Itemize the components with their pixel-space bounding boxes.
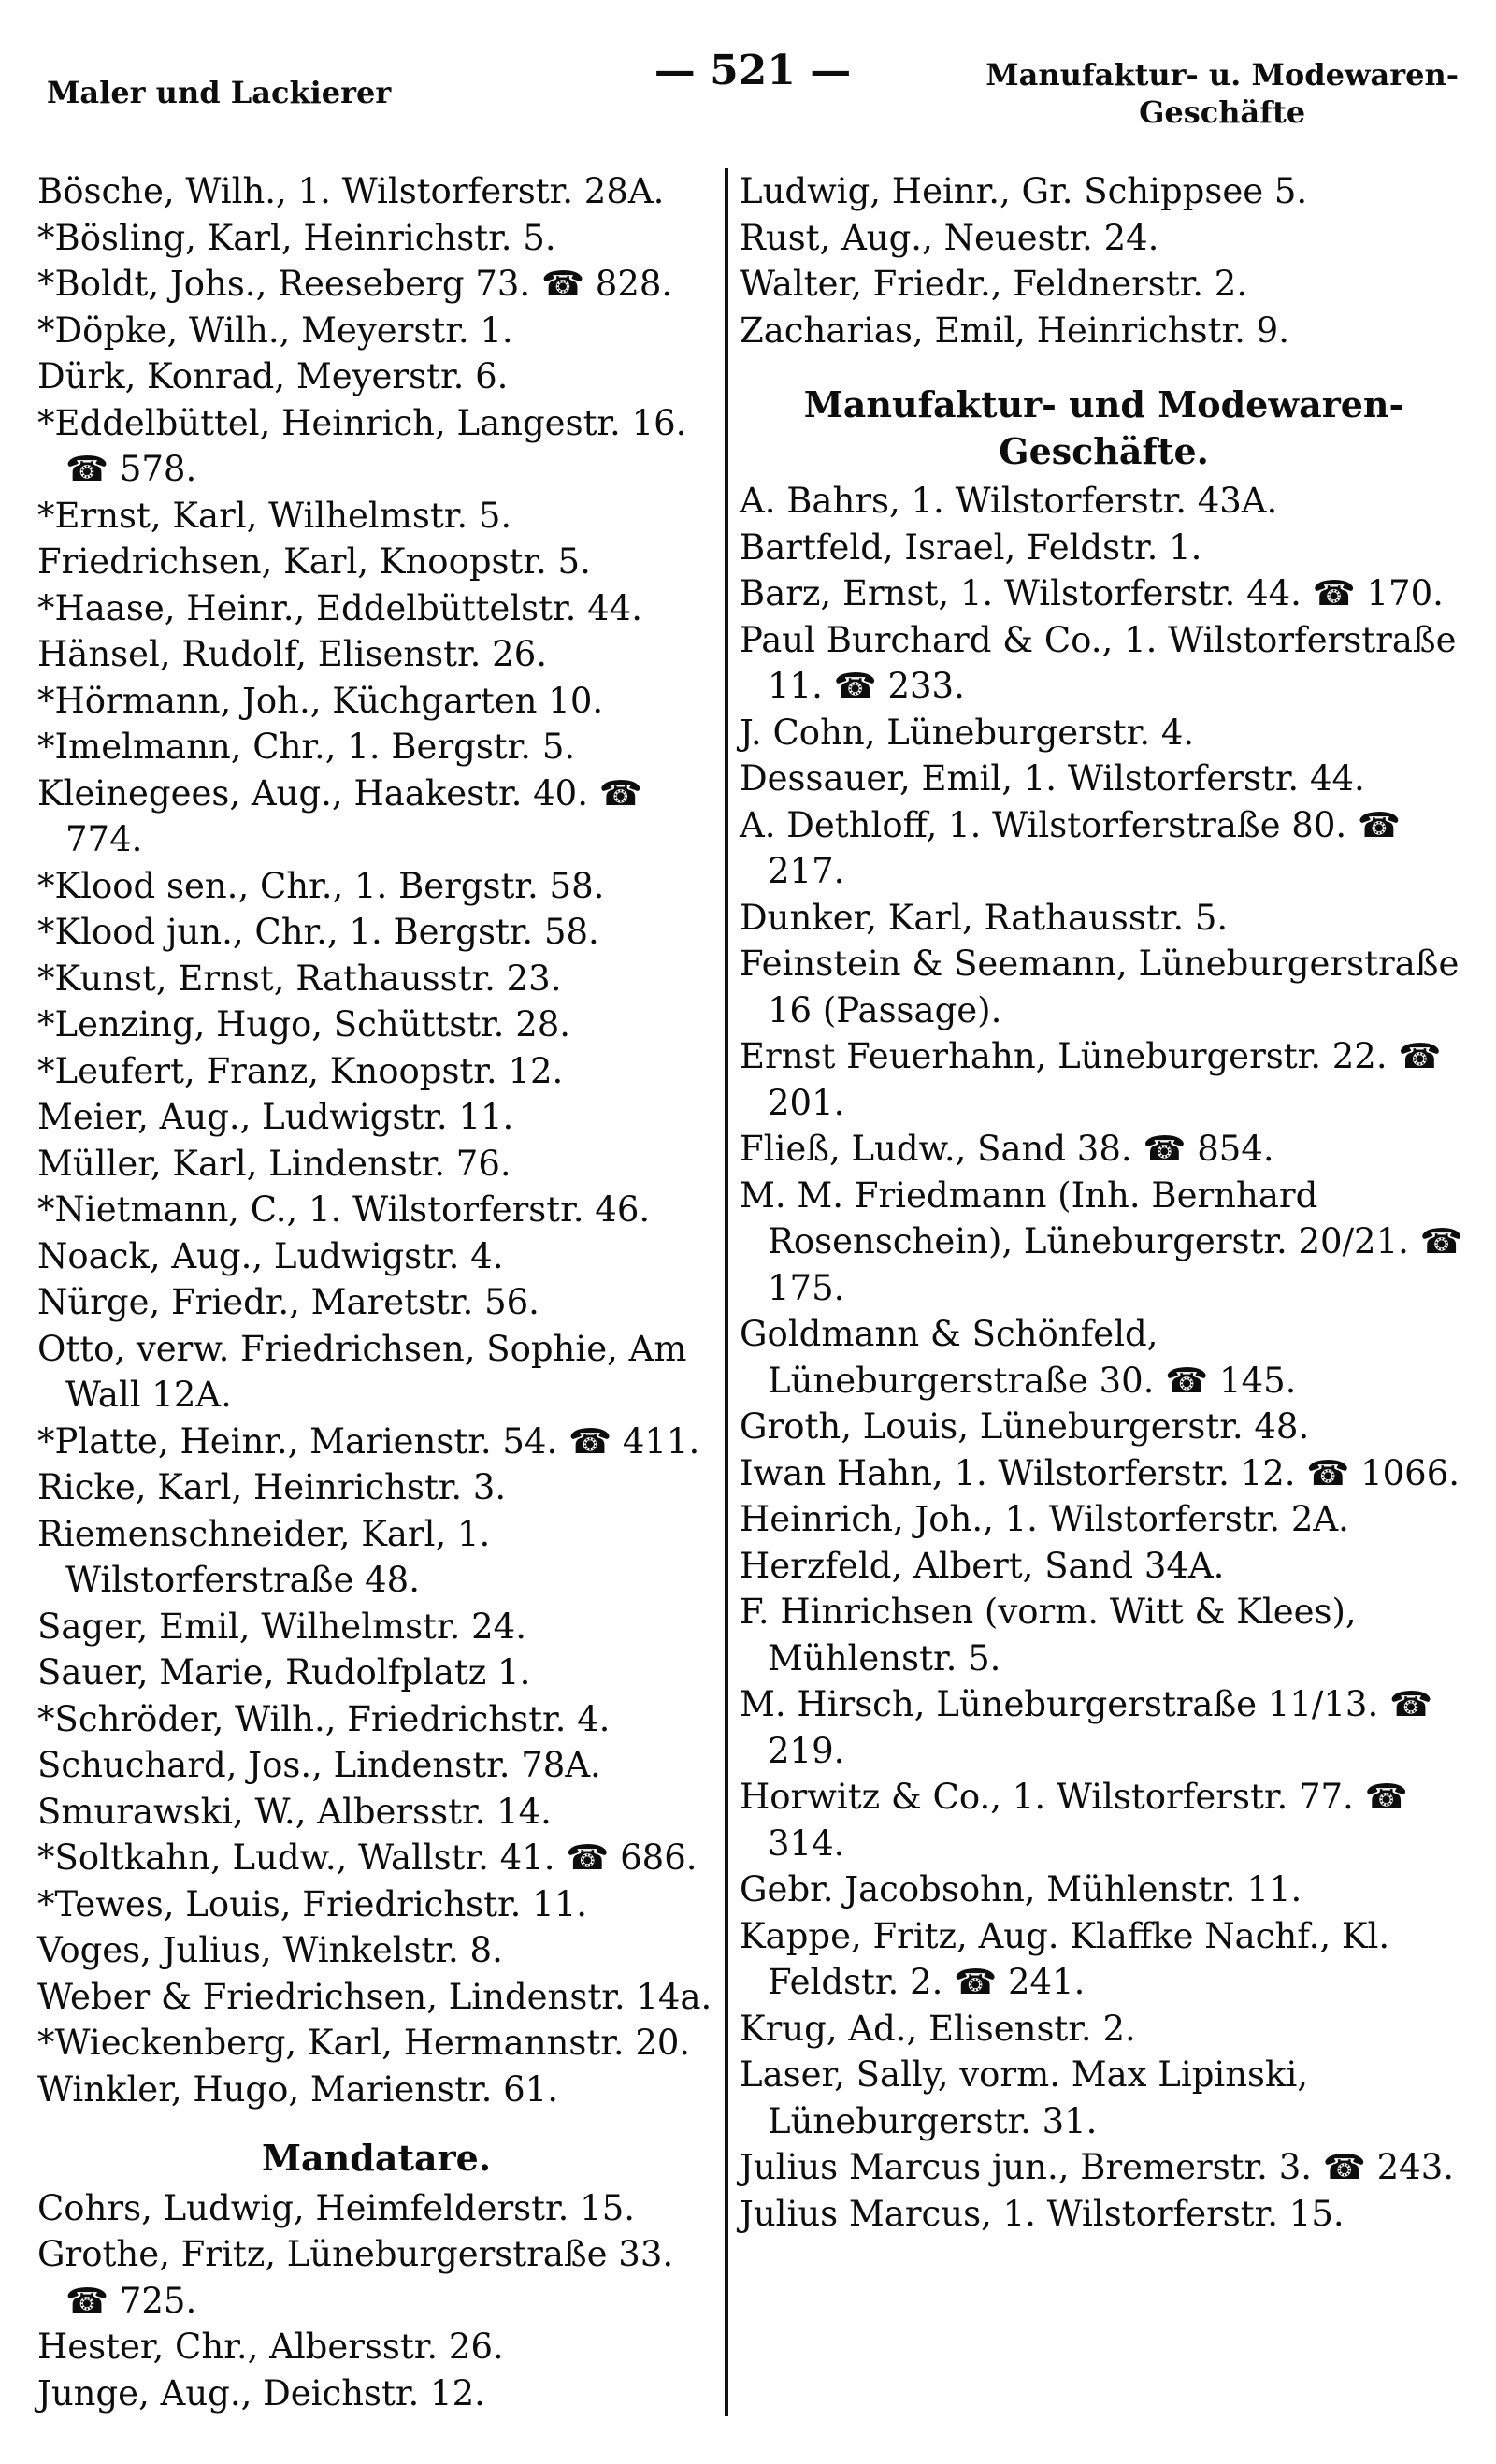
directory-entry: Noack, Aug., Ludwigstr. 4. xyxy=(37,1235,504,1276)
directory-entry: *Leufert, Franz, Knoopstr. 12. xyxy=(37,1050,564,1091)
directory-entry: Zacharias, Emil, Heinrichstr. 9. xyxy=(740,310,1289,351)
directory-entry: *Bösling, Karl, Heinrichstr. 5. xyxy=(37,217,556,258)
mandatare-entry-list xyxy=(37,2185,715,2417)
section-heading-line2: Geschäfte. xyxy=(999,429,1209,472)
directory-entry: Bartfeld, Israel, Feldstr. 1. xyxy=(740,526,1202,568)
header-left-title: Maler und Lackierer xyxy=(47,75,392,110)
directory-entry: Feinstein & Seemann, Lüneburgerstraße 16 (Passage). xyxy=(740,944,1460,1030)
directory-entry: Müller, Karl, Lindenstr. 76. xyxy=(37,1143,511,1184)
directory-entry: F. Hinrichsen (vorm. Witt & Klees), Mühlenstr. 5. xyxy=(740,1592,1357,1679)
directory-entry: Meier, Aug., Ludwigstr. 11. xyxy=(37,1097,514,1137)
directory-entry: Voges, Julius, Winkelstr. 8. xyxy=(37,1930,503,1970)
directory-entry: Krug, Ad., Elisenstr. 2. xyxy=(740,2008,1136,2049)
directory-entry: *Döpke, Wilh., Meyerstr. 1. xyxy=(37,310,513,351)
directory-entry: M. M. Friedmann (Inh. Bernhard Rosenschein), Lüneburgerstr. 20/21. ☎ 175. xyxy=(740,1174,1463,1308)
directory-entry: Kleinegees, Aug., Haakestr. 40. ☎ 774. xyxy=(37,772,642,859)
directory-entry: *Platte, Heinr., Marienstr. 54. ☎ 411. xyxy=(37,1420,700,1462)
directory-entry: Laser, Sally, vorm. Max Lipinski, Lüneburgerstr. 31. xyxy=(740,2054,1309,2141)
directory-entry: *Klood jun., Chr., 1. Bergstr. 58. xyxy=(37,912,599,952)
directory-entry: Hänsel, Rudolf, Elisenstr. 26. xyxy=(37,634,548,674)
directory-entry: *Ernst, Karl, Wilhelmstr. 5. xyxy=(37,495,512,536)
directory-entry: Hester, Chr., Albersstr. 26. xyxy=(37,2327,504,2367)
directory-entry: *Kunst, Ernst, Rathausstr. 23. xyxy=(37,958,562,999)
directory-entry: *Klood sen., Chr., 1. Bergstr. 58. xyxy=(37,865,605,906)
directory-entry: M. Hirsch, Lüneburgerstraße 11/13. ☎ 219. xyxy=(740,1684,1433,1771)
header-right-title xyxy=(985,56,1459,131)
directory-entry: *Boldt, Johs., Reeseberg 73. ☎ 828. xyxy=(37,264,673,304)
directory-entry: Sauer, Marie, Rudolfplatz 1. xyxy=(37,1652,531,1693)
directory-entry: Otto, verw. Friedrichsen, Sophie, Am Wall 12A. xyxy=(37,1328,687,1415)
directory-entry: Ricke, Karl, Heinrichstr. 3. xyxy=(37,1467,507,1507)
section-heading-line1: Manufaktur- und Modewaren- xyxy=(803,383,1404,425)
right-entry-list-top xyxy=(740,168,1468,353)
directory-entry: *Schröder, Wilh., Friedrichstr. 4. xyxy=(37,1698,611,1739)
section-heading-mandatare: Mandatare. xyxy=(261,2137,492,2179)
directory-entry: Walter, Friedr., Feldnerstr. 2. xyxy=(740,264,1248,304)
directory-entry: Schuchard, Jos., Lindenstr. 78A. xyxy=(37,1745,601,1785)
left-column xyxy=(37,168,725,2416)
directory-entry: Fließ, Ludw., Sand 38. ☎ 854. xyxy=(740,1129,1274,1169)
directory-entry: Weber & Friedrichsen, Lindenstr. 14a. xyxy=(37,1976,712,2017)
directory-entry: A. Dethloff, 1. Wilstorferstraße 80. ☎ 217. xyxy=(740,804,1401,891)
directory-entry: Barz, Ernst, 1. Wilstorferstr. 44. ☎ 170. xyxy=(740,573,1444,613)
directory-entry: Nürge, Friedr., Maretstr. 56. xyxy=(37,1282,539,1322)
manufaktur-entry-list xyxy=(740,478,1468,2237)
directory-entry: *Imelmann, Chr., 1. Bergstr. 5. xyxy=(37,727,576,767)
directory-entry: Junge, Aug., Deichstr. 12. xyxy=(37,2372,485,2414)
directory-entry: *Nietmann, C., 1. Wilstorferstr. 46. xyxy=(37,1189,651,1230)
two-column-body xyxy=(37,168,1468,2416)
directory-entry: Ludwig, Heinr., Gr. Schippsee 5. xyxy=(740,171,1308,211)
directory-entry: Winkler, Hugo, Marienstr. 61. xyxy=(37,2068,558,2110)
directory-entry: Ernst Feuerhahn, Lüneburgerstr. 22. ☎ 201. xyxy=(740,1036,1442,1123)
page-header xyxy=(37,37,1468,168)
directory-entry: Dunker, Karl, Rathausstr. 5. xyxy=(740,897,1229,938)
directory-entry: Paul Burchard & Co., 1. Wilstorferstraße 11. ☎ 233. xyxy=(740,619,1457,706)
directory-entry: Herzfeld, Albert, Sand 34A. xyxy=(740,1545,1225,1586)
directory-entry: *Soltkahn, Ludw., Wallstr. 41. ☎ 686. xyxy=(37,1837,698,1878)
directory-entry: Heinrich, Joh., 1. Wilstorferstr. 2A. xyxy=(740,1499,1349,1539)
directory-entry: A. Bahrs, 1. Wilstorferstr. 43A. xyxy=(740,481,1278,521)
directory-entry: Grothe, Fritz, Lüneburgerstraße 33. ☎ 725. xyxy=(37,2234,674,2321)
directory-entry: Horwitz & Co., 1. Wilstorferstr. 77. ☎ 314. xyxy=(740,1777,1408,1864)
header-right-line2: Geschäfte xyxy=(1139,94,1306,130)
directory-entry: Rust, Aug., Neuestr. 24. xyxy=(740,217,1159,258)
directory-entry: *Tewes, Louis, Friedrichstr. 11. xyxy=(37,1883,587,1924)
directory-entry: Smurawski, W., Albersstr. 14. xyxy=(37,1791,552,1832)
directory-entry: *Haase, Heinr., Eddelbüttelstr. 44. xyxy=(37,587,642,628)
page-number: — 521 — xyxy=(654,47,852,94)
directory-entry: *Eddelbüttel, Heinrich, Langestr. 16. ☎ 578. xyxy=(37,402,687,489)
directory-entry: Sager, Emil, Wilhelmstr. 24. xyxy=(37,1606,526,1647)
section-heading-manufaktur xyxy=(740,382,1468,474)
directory-entry: Julius Marcus jun., Bremerstr. 3. ☎ 243. xyxy=(740,2147,1454,2187)
directory-entry: Kappe, Fritz, Aug. Klaffke Nachf., Kl. Feldstr. 2. ☎ 241. xyxy=(740,1915,1390,2002)
directory-entry: Dessauer, Emil, 1. Wilstorferstr. 44. xyxy=(740,758,1365,799)
directory-entry: Cohrs, Ludwig, Heimfelderstr. 15. xyxy=(37,2187,636,2228)
directory-entry: *Lenzing, Hugo, Schüttstr. 28. xyxy=(37,1004,571,1045)
directory-entry: Friedrichsen, Karl, Knoopstr. 5. xyxy=(37,541,591,582)
directory-entry: Bösche, Wilh., 1. Wilstorferstr. 28A. xyxy=(37,171,665,211)
directory-entry: J. Cohn, Lüneburgerstr. 4. xyxy=(740,712,1195,753)
directory-entry: Dürk, Konrad, Meyerstr. 6. xyxy=(37,356,509,396)
directory-entry: Julius Marcus, 1. Wilstorferstr. 15. xyxy=(740,2193,1345,2234)
directory-entry: Riemenschneider, Karl, 1. Wilstorferstraße 48. xyxy=(37,1513,491,1600)
directory-entry: Gebr. Jacobsohn, Mühlenstr. 11. xyxy=(740,1869,1302,1909)
directory-entry: *Hörmann, Joh., Küchgarten 10. xyxy=(37,680,604,721)
right-column xyxy=(725,168,1468,2416)
directory-entry: *Wieckenberg, Karl, Hermannstr. 20. xyxy=(37,2023,691,2063)
header-right-line1: Manufaktur- u. Modewaren- xyxy=(985,57,1459,93)
left-entry-list xyxy=(37,168,715,2112)
directory-entry: Goldmann & Schönfeld, Lüneburgerstraße 30. ☎ 145. xyxy=(740,1314,1297,1401)
directory-entry: Iwan Hahn, 1. Wilstorferstr. 12. ☎ 1066. xyxy=(740,1452,1460,1493)
directory-entry: Groth, Louis, Lüneburgerstr. 48. xyxy=(740,1406,1310,1447)
